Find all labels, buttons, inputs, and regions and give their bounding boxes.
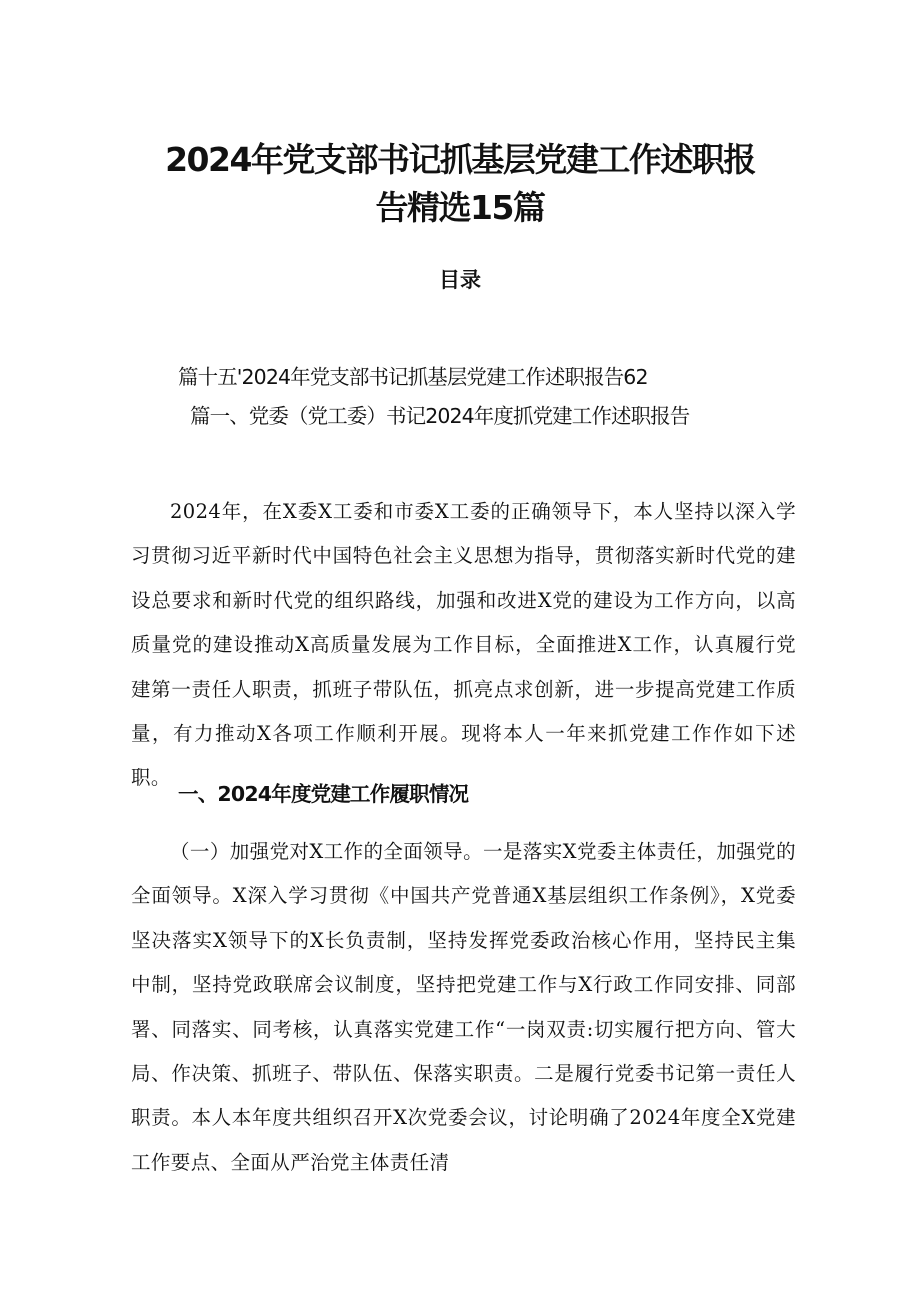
toc-item-1[interactable]: 篇十五'2024年党支部书记抓基层党建工作述职报告62 xyxy=(178,365,648,389)
section-heading: 一、2024年度党建工作履职情况 xyxy=(178,782,469,806)
toc-heading: 目录 xyxy=(439,268,481,292)
document-title-line-2: 告精选15篇 xyxy=(375,188,545,227)
body-paragraph-2: （一）加强党对X工作的全面领导。一是落实X党委主体责任，加强党的全面领导。X深入学习贯彻《中国共产党普通X基层组织工作条例》，X党委坚决落实X领导下的X长负责制，坚持发挥党委政治核心作用，坚持民主集中制，坚持党政联席会议制度，坚持把党建工作与X行政工作同安排、同部署、同落实、同考核，认真落实党建工作“一岗双责:切实履行把方向、管大局、作决策、抓班子、带队伍、保落实职责。二是履行党委书记第一责任人职责。本人本年度共组织召开X次党委会议，讨论明确了2024年度全X党建工作要点、全面从严治党主体责任清 xyxy=(131,840,796,1174)
toc-item-2[interactable]: 篇一、党委（党工委）书记2024年度抓党建工作述职报告 xyxy=(190,404,690,428)
body-paragraph-1: 2024年，在X委X工委和市委X工委的正确领导下，本人坚持以深入学习贯彻习近平新时代中国特色社会主义思想为指导，贯彻落实新时代党的建设总要求和新时代党的组织路线，加强和改进X党的建设为工作方向，以高质量党的建设推动X高质量发展为工作目标，全面推进X工作，认真履行党建第一责任人职责，抓班子带队伍，抓亮点求创新，进一步提高党建工作质量，有力推动X各项工作顺利开展。现将本人一年来抓党建工作作如下述职。 xyxy=(131,500,796,790)
document-title-line-1: 2024年党支部书记抓基层党建工作述职报 xyxy=(165,140,755,179)
